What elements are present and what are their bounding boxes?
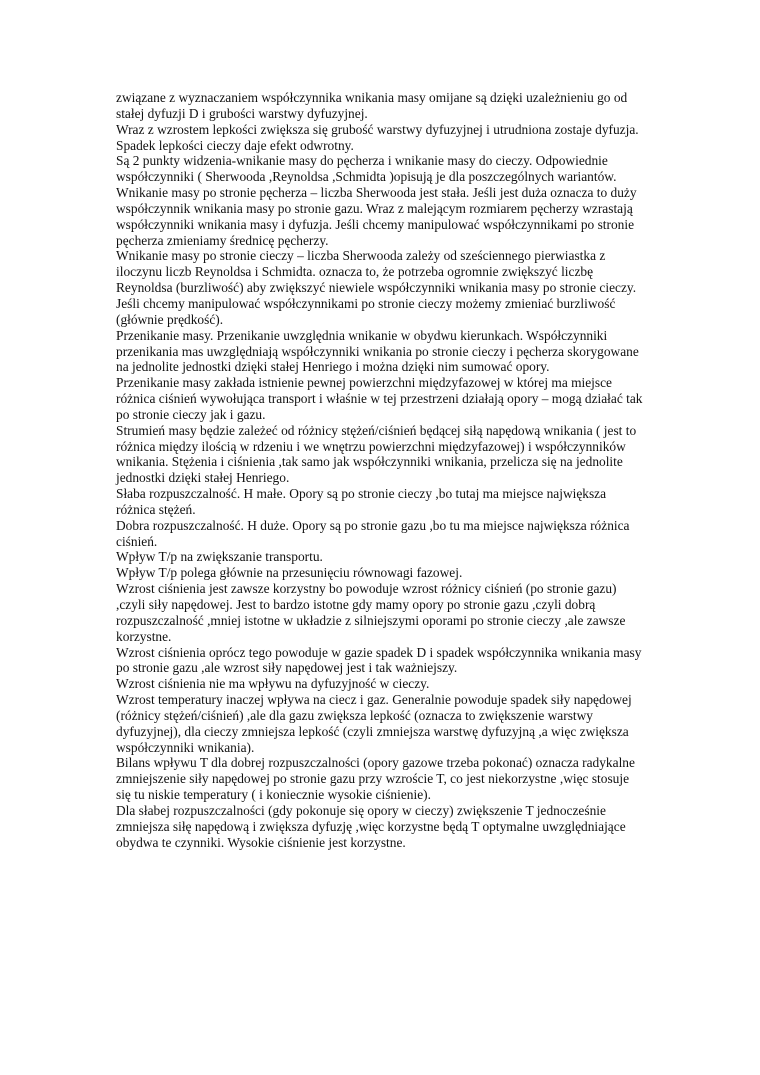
text-line: Spadek lepkości cieczy daje efekt odwrotny. [116,137,354,153]
text-line: dyfuzyjnej), dla cieczy zmniejsza lepkość (czyli zmniejsza warstwę dyfuzyjną ,a więc zwiększa [116,723,629,739]
text-line: wnikania. Stężenia i ciśnienia ,tak samo jak współczynniki wnikania, przelicza się na jednolite [116,454,623,470]
text-line: Wnikanie masy po stronie cieczy – liczba Sherwooda zależy od sześciennego pierwiastka z [116,248,606,264]
text-line: Są 2 punkty widzenia-wnikanie masy do pęcherza i wnikanie masy do cieczy. Odpowiednie [116,153,608,169]
text-line: Przenikanie masy zakłada istnienie pewnej powierzchni międzyfazowej w której ma miejsce [116,375,613,391]
text-line: współczynnik wnikania masy po stronie gazu. Wraz z malejącym rozmiarem pęcherzy wzrastają [116,200,633,216]
text-line: Jeśli chcemy manipulować współczynnikami po stronie cieczy możemy zmieniać burzliwość [116,295,616,311]
text-line: Dla słabej rozpuszczalności (gdy pokonuje się opory w cieczy) zwiększenie T jednocześnie [116,802,606,818]
text-line: Słaba rozpuszczalność. H małe. Opory są po stronie cieczy ,bo tutaj ma miejsce największa [116,486,607,502]
text-line: współczynniki wnikania masy i dyfuzja. Jeśli chcemy manipulować współczynnikami po stronie [116,216,635,232]
text-line: po stronie gazu ,ale wzrost siły napędowej jest i tak ważniejszy. [116,660,458,676]
text-line: Dobra rozpuszczalność. H duże. Opory są po stronie gazu ,bo tu ma miejsce największa różnica [116,517,630,533]
text-line: zmniejszenie siły napędowej po stronie gazu przy wzroście T, co jest niekorzystne ,więc stosuje [116,771,630,787]
text-line: Reynoldsa (burzliwość) aby zwiększyć niewiele współczynniki wnikania masy po stronie cieczy. [116,280,637,296]
text-line: (głównie prędkość). [116,311,224,327]
text-line: Wraz z wzrostem lepkości zwiększa się grubość warstwy dyfuzyjnej i utrudniona zostaje dyfuzja. [116,121,639,137]
text-line: Strumień masy będzie zależeć od różnicy stężeń/ciśnień będącej siłą napędową wnikania ( jest to [116,422,637,438]
text-line: pęcherza zmieniamy średnicę pęcherzy. [116,232,329,248]
text-line: współczynniki ( Sherwooda ,Reynoldsa ,Schmidta )opisują je dla poszczególnych wariantów. [116,169,617,185]
text-line: (różnicy stężeń/ciśnień) ,ale dla gazu zwiększa lepkość (oznacza to zwiększenie warstwy [116,707,594,723]
text-line: jednostki dzięki stałej Henriego. [116,470,290,486]
text-line: obydwa te czynniki. Wysokie ciśnienie jest korzystne. [116,834,406,850]
text-line: Przenikanie masy. Przenikanie uwzględnia wnikanie w obydwu kierunkach. Współczynniki [116,327,608,343]
text-line: Wnikanie masy po stronie pęcherza – liczba Sherwooda jest stała. Jeśli jest duża oznacza to duży [116,185,637,201]
text-line: ciśnień. [116,533,158,549]
document-page [116,90,676,851]
text-line: związane z wyznaczaniem współczynnika wnikania masy omijane są dzięki uzależnieniu go od [116,90,628,105]
text-line: różnica między ilością w rdzeniu i we wnętrzu powierzchni międzyfazowej) i współczynników [116,438,626,454]
text-line: Wpływ T/p polega głównie na przesunięciu równowagi fazowej. [116,565,463,581]
text-line: Wzrost ciśnienia nie ma wpływu na dyfuzyjność w cieczy. [116,676,430,692]
text-line: Bilans wpływu T dla dobrej rozpuszczalności (opory gazowe trzeba pokonać) oznacza radykalne [116,755,635,771]
text-line: współczynniki wnikania). [116,739,255,755]
text-line: różnica ciśnień wywołująca transport i właśnie w tej przestrzeni działają opory – mogą działać tak [116,391,643,407]
text-line: Wzrost temperatury inaczej wpływa na ciecz i gaz. Generalnie powoduje spadek siły napędowej [116,692,632,708]
text-line: przenikania mas uwzględniają współczynniki wnikania po stronie cieczy i pęcherza skorygowane [116,343,639,359]
text-line: rozpuszczalność ,mniej istotne w układzie z silniejszymi oporami po stronie cieczy ,ale zawsze [116,612,626,628]
text-line: Wzrost ciśnienia jest zawsze korzystny bo powoduje wzrost różnicy ciśnień (po stronie gazu) [116,581,617,597]
text-line: różnica stężeń. [116,501,196,517]
text-line: stałej dyfuzji D i grubości warstwy dyfuzyjnej. [116,105,368,121]
text-line: zmniejsza siłę napędową i zwiększa dyfuzję ,więc korzystne będą T optymalne uwzględniające [116,818,626,834]
text-line: Wzrost ciśnienia oprócz tego powoduje w gazie spadek D i spadek współczynnika wnikania masy [116,644,642,660]
text-line: się tu niskie temperatury ( i koniecznie wysokie ciśnienie). [116,787,431,803]
text-line: ,czyli siły napędowej. Jest to bardzo istotne gdy mamy opory po stronie gazu ,czyli dobrą [116,597,596,612]
text-line: Wpływ T/p na zwiększanie transportu. [116,549,323,565]
text-line: po stronie cieczy jak i gazu. [116,406,266,422]
text-line: iloczynu liczb Reynoldsa i Schmidta. oznacza to, że potrzeba ogromnie zwiększyć liczbę [116,264,594,280]
text-line: na jednolite jednostki dzięki stałej Henriego i można dzięki nim sumować opory. [116,359,550,375]
text-line: korzystne. [116,628,172,644]
